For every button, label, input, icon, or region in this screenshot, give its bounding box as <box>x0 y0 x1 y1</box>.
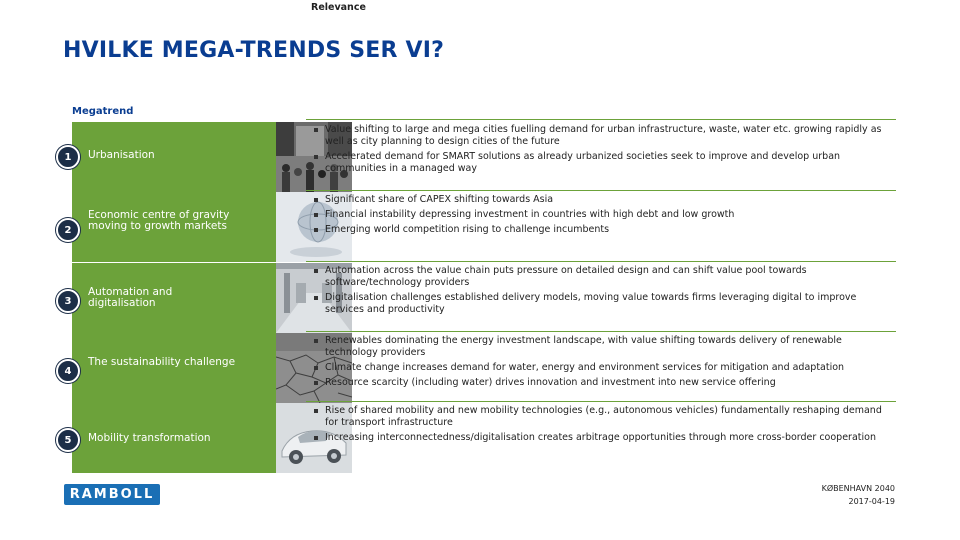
trend-number-badge: 5 <box>56 428 80 452</box>
trend-label: Urbanisation <box>88 149 155 161</box>
relevance-bullet: Financial instability depressing investment in countries with high debt and low growth <box>312 209 894 221</box>
relevance-bullet: Significant share of CAPEX shifting towards Asia <box>312 194 894 206</box>
trend-label: The sustainability challenge <box>88 356 236 368</box>
row-separator <box>306 401 896 402</box>
row-separator <box>306 190 896 191</box>
trend-number-badge: 2 <box>56 218 80 242</box>
trend-panel <box>72 333 276 403</box>
header-separator <box>306 119 896 120</box>
relevance-bullet: Automation across the value chain puts pressure on detailed design and can shift value pool towards software/technology providers <box>312 265 894 289</box>
trend-row-2 <box>56 192 896 262</box>
trend-row-5 <box>56 403 896 473</box>
relevance-bullet: Accelerated demand for SMART solutions as already urbanized societies seek to improve and develop urban communities in a managed way <box>312 151 894 175</box>
relevance-bullet: Rise of shared mobility and new mobility technologies (e.g., autonomous vehicles) fundamentally reshaping demand for transport infrastructure <box>312 405 894 429</box>
page-title: HVILKE MEGA-TRENDS SER VI? <box>63 38 445 63</box>
trend-number-badge: 1 <box>56 145 80 169</box>
footer-date: 2017-04-19 <box>848 497 895 506</box>
relevance-list <box>312 265 894 319</box>
trend-label: Automation and digitalisation <box>88 286 173 309</box>
relevance-bullet: Increasing interconnectedness/digitalisation creates arbitrage opportunities through more cross-border cooperation <box>312 432 894 444</box>
row-separator <box>306 261 896 262</box>
trend-number-badge: 3 <box>56 289 80 313</box>
relevance-bullet: Digitalisation challenges established delivery models, moving value towards firms leveraging digital to improve services and productivity <box>312 292 894 316</box>
ramboll-logo: RAMBOLL <box>64 484 160 505</box>
relevance-bullet: Value shifting to large and mega cities fuelling demand for urban infrastructure, waste, water etc. growing rapidly as well as city planning to design cities of the future <box>312 124 894 148</box>
relevance-list <box>312 194 894 239</box>
trend-row-4 <box>56 333 896 403</box>
relevance-bullet: Resource scarcity (including water) drives innovation and investment into new service offering <box>312 377 894 389</box>
relevance-list <box>312 405 894 447</box>
trend-number-badge: 4 <box>56 359 80 383</box>
megatrend-header: Megatrend <box>72 106 134 117</box>
row-separator <box>306 331 896 332</box>
relevance-bullet: Climate change increases demand for water, energy and environment services for mitigation and adaptation <box>312 362 894 374</box>
trend-row-3 <box>56 263 896 333</box>
relevance-list <box>312 124 894 178</box>
trend-label: Mobility transformation <box>88 432 211 444</box>
footer-location: KØBENHAVN 2040 <box>821 484 895 493</box>
trend-row-1 <box>56 122 896 192</box>
trend-label: Economic centre of gravity moving to growth markets <box>88 209 230 232</box>
relevance-header: Relevance <box>311 2 366 13</box>
relevance-bullet: Renewables dominating the energy investment landscape, with value shifting towards delivery of renewable technology providers <box>312 335 894 359</box>
relevance-list <box>312 335 894 392</box>
relevance-bullet: Emerging world competition rising to challenge incumbents <box>312 224 894 236</box>
